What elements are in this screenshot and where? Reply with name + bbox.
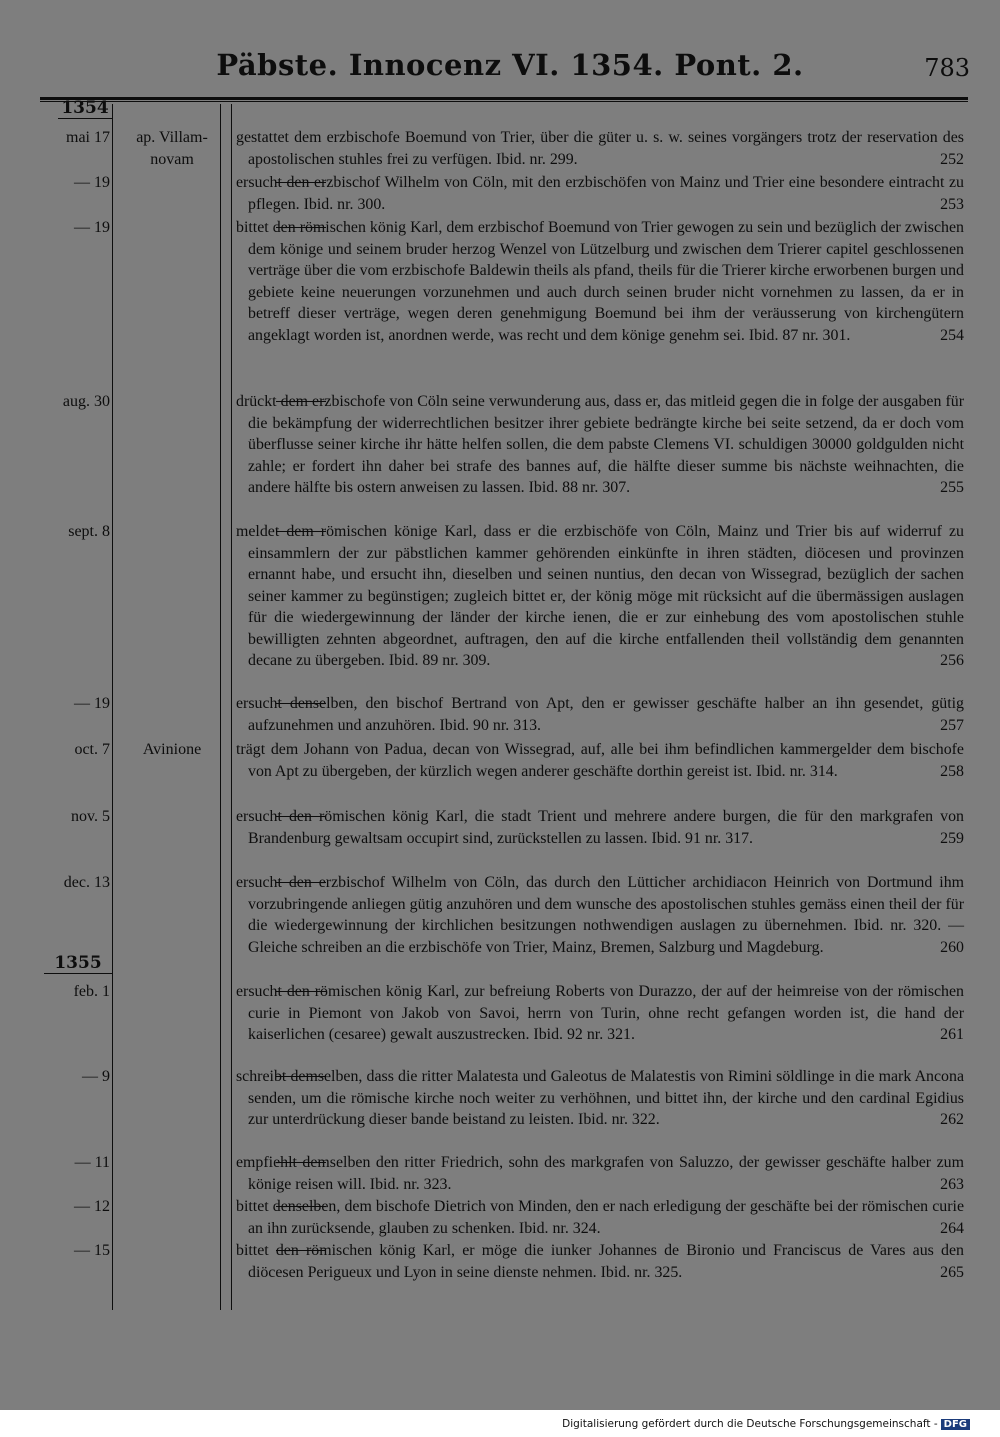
entry-date: nov. 5 <box>71 808 110 825</box>
column-divider-date <box>112 104 113 1310</box>
entry-number: 255 <box>940 479 964 496</box>
entry-text <box>236 1152 964 1195</box>
entry-body: ersucht den römischen könig Karl, die stadt Trient und mehrere andere burgen, die für den markgrafen von Brandenburg gewaltsam occupirt sind, zurückstellen zu lassen. Ibid. 91 nr. 317. <box>236 808 964 847</box>
entry-date: sept. 8 <box>68 523 110 540</box>
entry-body: bittet den römischen könig Karl, dem erzbischof Boemund von Trier gewogen zu sein und bezüglich der zwischen dem könige und seinem bruder herzog Wenzel von Lützelburg und zwischen dem Trierer capitel geschlossenen verträge über die vom erzbischofe Baldewin theils als pfand, theils für die Trierer kirche erworbenen burgen und gebiete keine neuerungen vorzunehmen und auch durch seinen bruder nicht vornehmen zu lassen, da er in betreff dieser verträge, wegen deren genehmigung Boemund bei ihm der veräusserung von kirchengütern angeklagt worden ist, anordnen werde, was recht und dem könige genehm sei. Ibid. 87 nr. 301. <box>236 219 964 344</box>
footer-credit <box>480 1418 970 1430</box>
entry-number: 252 <box>940 150 964 168</box>
entry-body: bittet denselben, dem bischofe Dietrich von Minden, den er nach erledigung der geschäfte bei der römischen curie an ihn zurücksende, glauben zu schenken. Ibid. nr. 324. <box>236 1198 964 1237</box>
entry-place: Avinione <box>142 741 202 758</box>
entry-body: ersucht den erzbischof Wilhelm von Cöln, mit den erzbischöfen von Mainz und Trier eine besondere eintracht zu pflegen. Ibid. nr. 300. <box>236 174 964 213</box>
column-divider-text <box>231 104 232 1310</box>
year-heading-1355: 1355 <box>44 953 112 974</box>
entry-number: 264 <box>940 1219 964 1237</box>
entry-body: bittet den römischen könig Karl, er möge die iunker Johannes de Bironio und Franciscus de Vares aus den diöcesen Perigueux und Lyon in seine dienste nehmen. Ibid. nr. 325. <box>236 1242 964 1281</box>
footer-text: Digitalisierung gefördert durch die Deutsche Forschungsgemeinschaft - <box>562 1418 938 1430</box>
entry-number: 263 <box>940 1175 964 1193</box>
entry-body: ersucht denselben, den bischof Bertrand von Apt, den er gewisser geschäfte halber an ihn gesendet, gütig aufzunehmen und anzuhören. Ibid. 90 nr. 313. <box>236 695 964 734</box>
running-title: Päbste. Innocenz VI. 1354. Pont. 2. <box>216 48 804 82</box>
header-rule <box>40 97 968 100</box>
page-number: 783 <box>924 54 970 82</box>
entry-body: empfiehlt demselben den ritter Friedrich, sohn des markgrafen von Saluzzo, der gewisser geschäfte halber zum könige reisen will. Ibid. nr. 323. <box>236 1154 964 1193</box>
entry-text <box>236 872 964 958</box>
entry-date: dec. 13 <box>63 874 110 891</box>
entry-date: feb. 1 <box>73 983 110 1000</box>
entry-text <box>236 693 964 736</box>
entry-body: ersucht den römischen könig Karl, zur befreiung Roberts von Durazzo, der auf der heimreise von der römischen curie in Piemont von Jakob von Savoi, herrn von Turin, ohne recht gefangen worden ist, die hand der kaiserlichen (cesaree) gewalt auszustrecken. Ibid. 92 nr. 321. <box>236 983 964 1043</box>
entry-text <box>236 739 964 782</box>
entry-number: 260 <box>940 938 964 956</box>
entry-text <box>236 172 964 215</box>
entry-number: 259 <box>940 829 964 847</box>
dfg-logo: DFG <box>941 1419 970 1430</box>
entry-body: trägt dem Johann von Padua, decan von Wissegrad, auf, alle bei ihm befindlichen kammergelder dem bischofe von Apt zu übergeben, der kürzlich wegen anderer geschäfte dorthin gereist ist. Ibid. nr. 314. <box>236 741 964 780</box>
header-rule-thin <box>40 101 968 102</box>
entry-date: mai 17 <box>66 129 110 146</box>
entry-date: oct. 7 <box>74 741 110 758</box>
entry-number: 254 <box>940 326 964 344</box>
entry-body: ersucht den erzbischof Wilhelm von Cöln, das durch den Lütticher archidiacon Heinrich von Dortmund ihm vorzubringende anliegen gütig anzuhören und dem wunsche des apostolischen stuhles gemäss einen theil der für die wiedergewinnung der kirchlichen besitzungen nothwendigen auslagen zu übernehmen. Ibid. nr. 320. — Gleiche schreiben an die erzbischöfe von Trier, Mainz, Bremen, Salzburg und Magdeburg. <box>236 874 964 956</box>
entry-number: 258 <box>940 762 964 780</box>
entry-place: ap. Villam-novam <box>136 129 208 168</box>
entry-number: 253 <box>940 195 964 213</box>
entry-body: drückt dem erzbischofe von Cöln seine verwunderung aus, dass er, das mitleid gegen die in folge der ausgaben für die bekämpfung der widerrechtlichen besitzer ihrer gebiete bedrängte kirche bei seite setzend, da er doch vom überflusse seiner kirche ihr hätte helfen sollen, die dem pabste Clemens VI. schuldigen 30000 goldgulden nicht zahle; er fordert ihn daher bei strafe des bannes auf, die hälfte dieser summe bis nächste weihnachten, die andere hälfte bis ostern anweisen zu lassen. Ibid. 88 nr. 307. <box>236 393 964 496</box>
entry-date: — 12 <box>74 1198 110 1215</box>
entry-date: — 19 <box>74 219 110 236</box>
entry-text <box>236 806 964 849</box>
entry-number: 262 <box>940 1111 964 1128</box>
entry-number: 256 <box>940 652 964 669</box>
entry-text <box>236 1066 964 1131</box>
entry-number: 257 <box>940 716 964 734</box>
entry-date: aug. 30 <box>62 393 110 410</box>
entry-text <box>236 391 964 499</box>
entry-date: — 9 <box>82 1068 110 1085</box>
entry-text <box>236 521 964 672</box>
column-divider-place <box>220 104 221 1310</box>
entry-body: gestattet dem erzbischofe Boemund von Trier, über die güter u. s. w. seines vorgängers trotz der reservation des apostolischen stuhles frei zu verfügen. Ibid. nr. 299. <box>236 129 964 168</box>
entry-number: 261 <box>940 1026 964 1043</box>
entry-number: 265 <box>940 1263 964 1281</box>
entry-text <box>236 127 964 170</box>
entry-date: — 15 <box>74 1242 110 1259</box>
year-heading: 1354 <box>58 98 112 119</box>
entry-body: schreibt demselben, dass die ritter Malatesta und Galeotus de Malatestis von Rimini söldlinge in die mark Ancona senden, um die römische kirche noch weiter zu verhöhnen, und bittet ihn, der kirche und den cardinal Egidius zur unterdrückung dieser bande beistand zu leisten. Ibid. nr. 322. <box>236 1068 964 1128</box>
entry-date: — 19 <box>74 174 110 191</box>
entry-text <box>236 217 964 346</box>
entry-text <box>236 1240 964 1283</box>
entry-body: meldet dem römischen könige Karl, dass er die erzbischöfe von Cöln, Mainz und Trier bis auf widerruf zu einsammlern der zur päbstlichen kammer gehörenden einkünfte in ihren städten, diöcesen und provinzen ernannt habe, und ersucht ihn, dieselben und seinen nuntius, den decan von Wissegrad, bezüglich der sachen seiner kammer zu begünstigen; zugleich bittet er, der könig möge mit rücksicht auf die übermässigen auslagen für die wiedergewinnung der länder der kirche ienen, die er zur einhebung des vom apostolischen stuhle bewilligten zehnten abgeordnet, auftragen, den auf die kirche entfallenden theil vollständig dem genannten decane zu übergeben. Ibid. 89 nr. 309. <box>236 523 964 669</box>
entry-date: — 19 <box>74 695 110 712</box>
entry-date: — 11 <box>74 1154 110 1171</box>
entry-text <box>236 1196 964 1239</box>
entry-text <box>236 981 964 1046</box>
